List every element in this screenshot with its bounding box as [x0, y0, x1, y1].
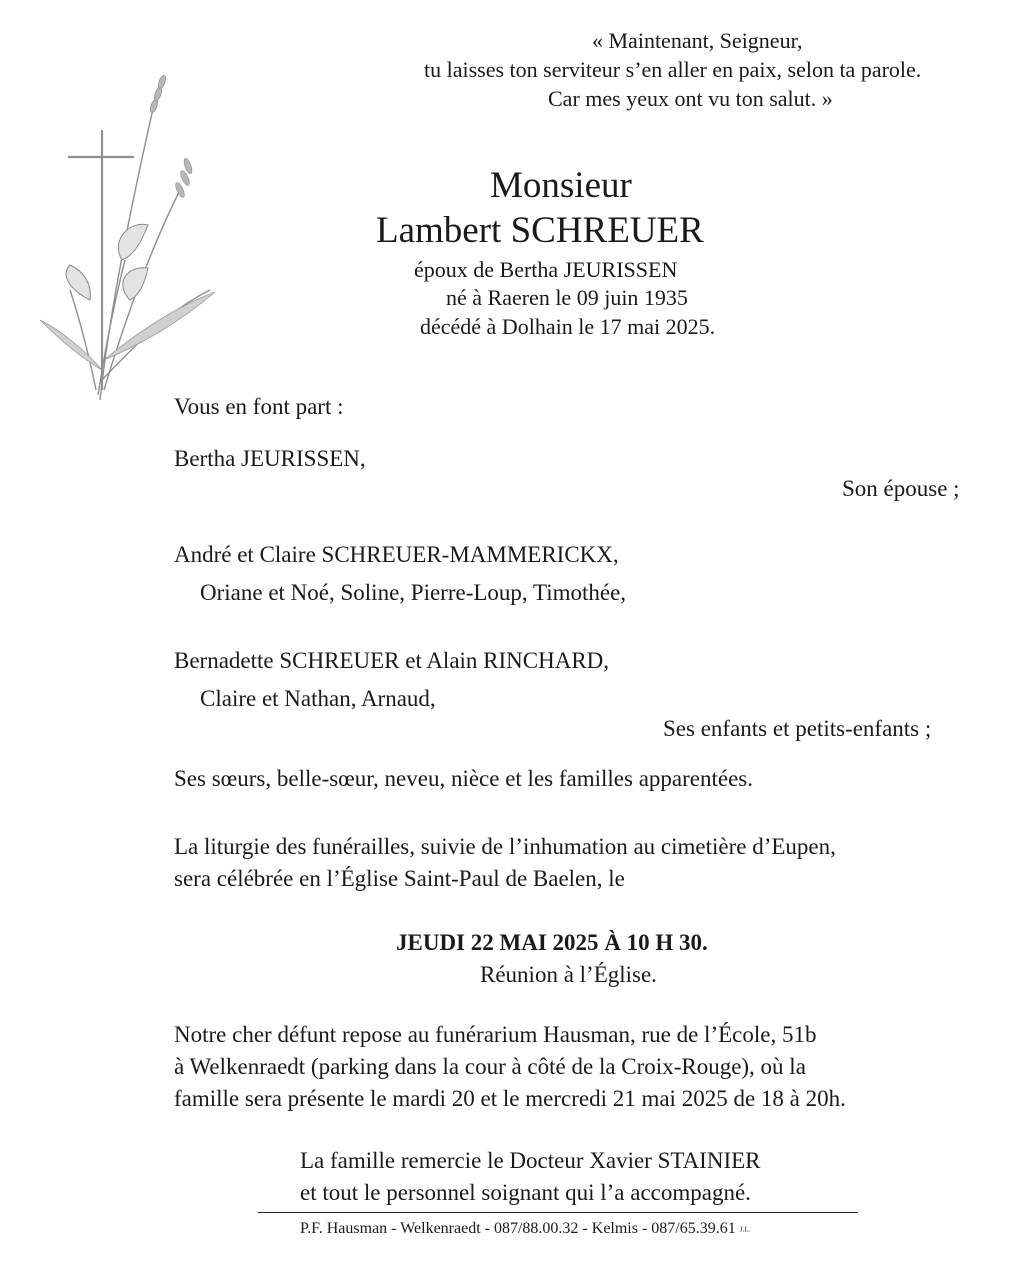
footer-divider: [258, 1212, 858, 1213]
spouse-name: Bertha JEURISSEN,: [174, 446, 366, 471]
spouse-role: Son épouse ;: [842, 476, 960, 501]
visitation-line-2: à Welkenraedt (parking dans la cour à côté de la Croix-Rouge), où la: [174, 1054, 806, 1079]
family-1-parents: André et Claire SCHREUER-MAMMERICKX,: [174, 542, 619, 567]
announcement-intro: Vous en font part :: [174, 394, 344, 419]
quote-line-1: « Maintenant, Seigneur,: [592, 28, 803, 53]
family-1-children: Oriane et Noé, Soline, Pierre-Loup, Timothée,: [200, 580, 627, 605]
thanks-line-1: La famille remercie le Docteur Xavier STAINIER: [300, 1148, 761, 1173]
footer-text: P.F. Hausman - Welkenraedt - 087/88.00.32 - Kelmis - 087/65.39.61: [300, 1220, 736, 1237]
quote-line-3: Car mes yeux ont vu ton salut. »: [548, 86, 833, 111]
ceremony-meeting: Réunion à l’Église.: [480, 962, 657, 987]
ceremony-line-1: La liturgie des funérailles, suivie de l’inhumation au cimetière d’Eupen,: [174, 834, 836, 859]
deceased-spouse: époux de Bertha JEURISSEN: [414, 257, 678, 282]
cross-with-lilies-icon: [30, 60, 220, 440]
deceased-death: décédé à Dolhain le 17 mai 2025.: [420, 314, 716, 339]
footer-mark: J.L.: [739, 1225, 751, 1234]
funeral-home-footer: [300, 1220, 750, 1238]
ceremony-line-2: sera célébrée en l’Église Saint-Paul de Baelen, le: [174, 866, 625, 891]
deceased-birth: né à Raeren le 09 juin 1935: [446, 285, 688, 310]
thanks-line-2: et tout le personnel soignant qui l’a accompagné.: [300, 1180, 751, 1205]
visitation-line-3: famille sera présente le mardi 20 et le mercredi 21 mai 2025 de 18 à 20h.: [174, 1086, 846, 1111]
family-2-parents: Bernadette SCHREUER et Alain RINCHARD,: [174, 648, 610, 673]
quote-line-2: tu laisses ton serviteur s’en aller en paix, selon ta parole.: [424, 57, 922, 82]
relatives-line: Ses sœurs, belle-sœur, neveu, nièce et les familles apparentées.: [174, 766, 753, 791]
ceremony-date: JEUDI 22 MAI 2025 À 10 H 30.: [396, 930, 708, 955]
deceased-name: Lambert SCHREUER: [376, 210, 704, 251]
deceased-title: Monsieur: [490, 165, 632, 206]
visitation-line-1: Notre cher défunt repose au funérarium Hausman, rue de l’École, 51b: [174, 1022, 817, 1047]
children-role: Ses enfants et petits-enfants ;: [663, 716, 932, 741]
family-2-children: Claire et Nathan, Arnaud,: [200, 686, 436, 711]
